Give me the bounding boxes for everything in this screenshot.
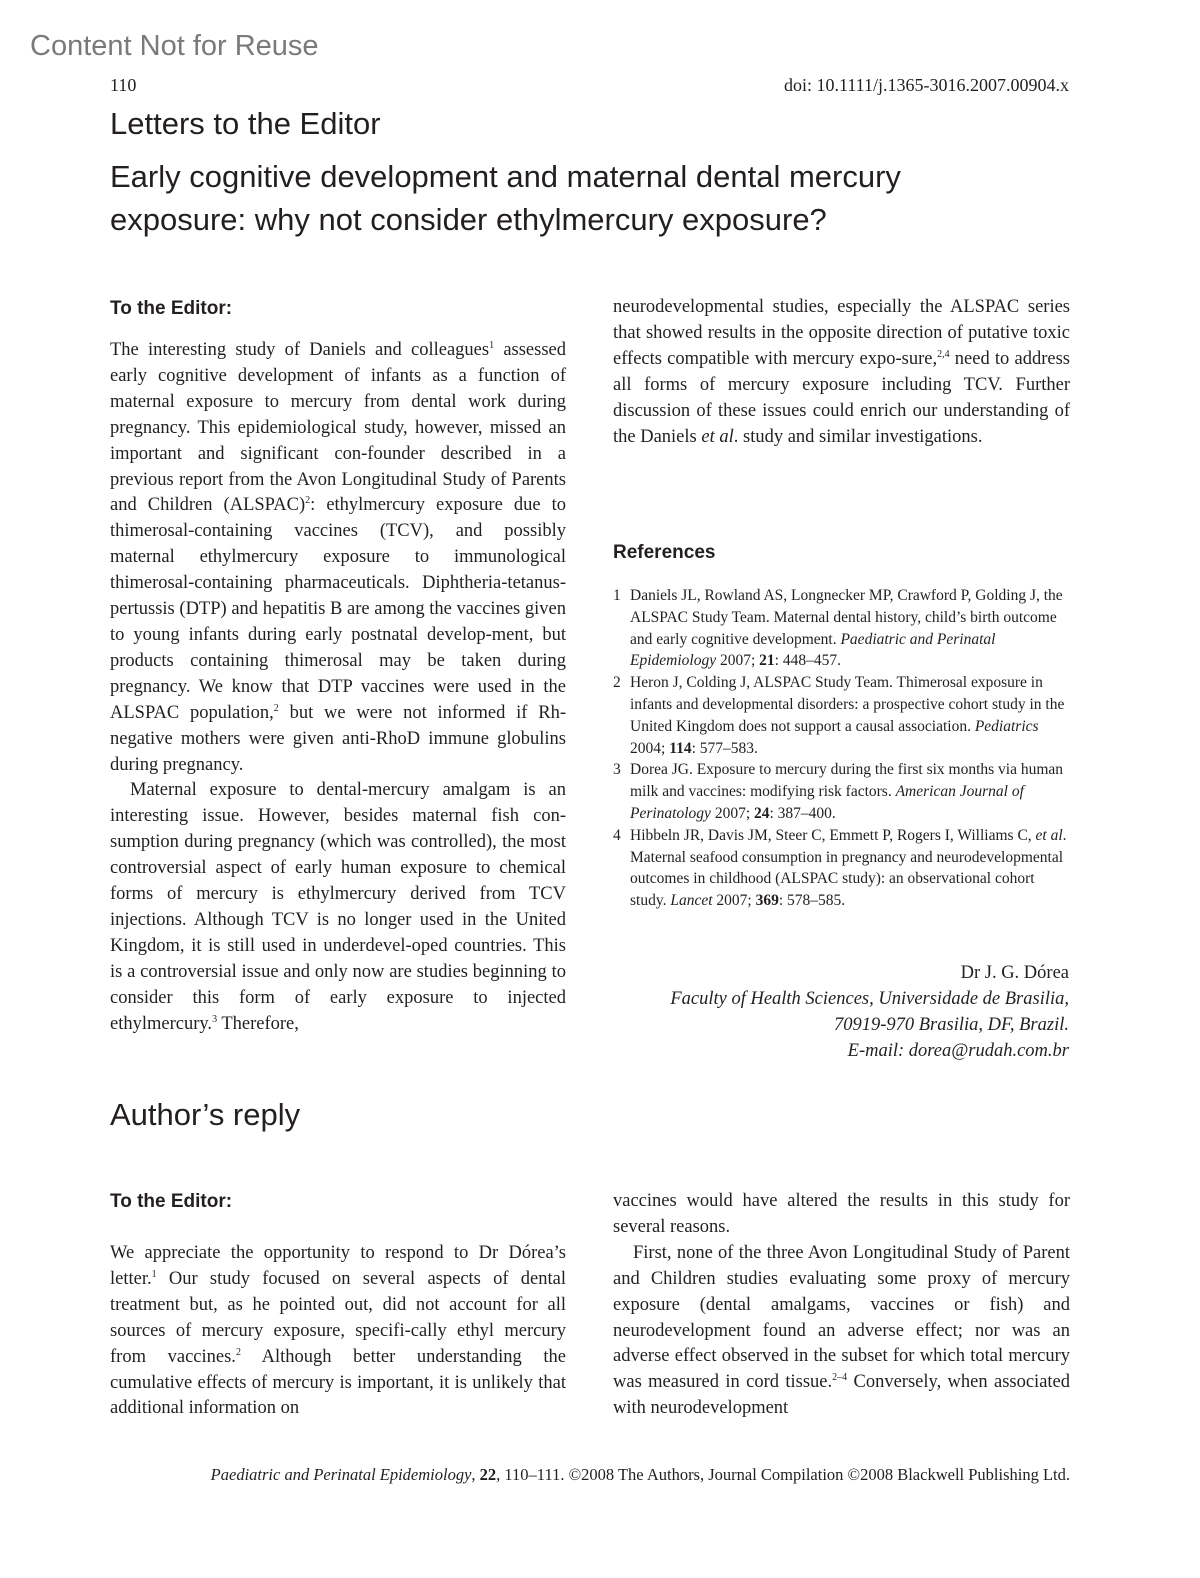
reply-paragraph-1: We appreciate the opportunity to respond to Dr Dórea’s letter.$^1$ Our study focused on several aspects of dental treatment but, as he pointed out, did not account for all sources of mercury exposure, specifi-cally ethyl mercury from vaccines.$^2$ Although better understanding the cumulative effects of mercury is important, it is unlikely that additional information on bbox=[110, 1243, 566, 1419]
page-number: 110 bbox=[110, 75, 137, 95]
letter-salutation: To the Editor: bbox=[110, 298, 233, 319]
letter-paragraph-continued: neurodevelopmental studies, especially the ALSPAC series that showed results in the opposite direction of putative toxic effects compatible with mercury expo-sure,$^{2,4}$ need to address all forms of mercury exposure including TCV. Further discussion of these issues could enrich our understanding of the Daniels et al. study and similar investigations. bbox=[613, 297, 1070, 447]
article-title-line-1: Early cognitive development and maternal dental mercury bbox=[110, 159, 901, 194]
section-title-reply: Author’s reply bbox=[110, 1097, 301, 1132]
references-heading: References bbox=[613, 542, 716, 563]
signature-affiliation-1: Faculty of Health Sciences, Universidade de Brasilia, bbox=[670, 988, 1069, 1009]
letter-paragraph-2: Maternal exposure to dental-mercury amalgam is an interesting issue. However, besides maternal fish con-sumption during pregnancy (which was controlled), the most controversial aspect of early human exposure to chemical forms of mercury is ethylmercury derived from TCV injections. Although TCV is no longer used in the United Kingdom, it is still used in underdevel-oped countries. This is a controversial issue and only now are studies beginning to consider this form of early exposure to injected ethylmercury.$^3$ Therefore, bbox=[110, 780, 566, 1034]
reply-paragraph-continued: vaccines would have altered the results in this study for several reasons. bbox=[613, 1191, 1070, 1237]
reply-left-column bbox=[110, 1241, 566, 1422]
references-list bbox=[613, 585, 1070, 912]
letter-left-column bbox=[110, 338, 566, 1037]
section-title-letters: Letters to the Editor bbox=[110, 106, 381, 141]
reference-item: 3 Dorea JG. Exposure to mercury during the first six months via human milk and vaccines: modifying risk factors. American Journal of Perinatology 2007; 24: 387–400. bbox=[613, 761, 1064, 822]
page-footer: Paediatric and Perinatal Epidemiology, 22, 110–111. ©2008 The Authors, Journal Compilation ©2008 Blackwell Publishing Ltd. bbox=[210, 1465, 1070, 1484]
article-title bbox=[110, 155, 1010, 241]
reference-item: 2 Heron J, Colding J, ALSPAC Study Team. Thimerosal exposure in infants and developmental disorders: a prospective cohort study in the United Kingdom does not support a causal association. Pediatrics 2004; 114: 577–583. bbox=[613, 674, 1065, 757]
reply-right-column bbox=[613, 1189, 1070, 1422]
signature-affiliation-2: 70919-970 Brasilia, DF, Brazil. bbox=[833, 1014, 1069, 1035]
reference-item: 1 Daniels JL, Rowland AS, Longnecker MP, Crawford P, Golding J, the ALSPAC Study Team. Maternal dental history, child’s birth outcome and early cognitive development. Paediatric and Perinatal Epidemiology 2007; 21: 448–457. bbox=[613, 587, 1063, 670]
letter-right-column bbox=[613, 295, 1070, 450]
article-title-line-2: exposure: why not consider ethylmercury exposure? bbox=[110, 202, 827, 237]
letter-paragraph-1: The interesting study of Daniels and colleagues$^1$ assessed early cognitive development of infants as a function of maternal exposure to mercury from dental work during pregnancy. This epidemiological study, however, missed an important and significant con-founder described in a previous report from the Avon Longitudinal Study of Parents and Children (ALSPAC)$^2$: ethylmercury exposure due to thimerosal-containing vaccines (TCV), and possibly maternal ethylmercury exposure to immunological thimerosal-containing pharmaceuticals. Diphtheria-tetanus-pertussis (DTP) and hepatitis B are among the vaccines given to young infants during early postnatal develop-ment, but products containing thimerosal may be taken during pregnancy. We know that DTP vaccines were used in the ALSPAC population,$^2$ but we were not informed if Rh-negative mothers were given anti-RhoD immune globulins during pregnancy. bbox=[110, 339, 566, 775]
watermark: Content Not for Reuse bbox=[30, 30, 319, 62]
reply-paragraph-2: First, none of the three Avon Longitudinal Study of Parent and Children studies evaluating some proxy of mercury exposure (dental amalgams, vaccines or fish) and neurodevelopment found an adverse effect; nor was an adverse effect observed in the subset for which total mercury was measured in cord tissue.$^{2-4}$ Conversely, when associated with neurodevelopment bbox=[613, 1242, 1071, 1419]
signature-email[interactable]: E-mail: dorea@rudah.com.br bbox=[847, 1040, 1069, 1061]
doi[interactable]: doi: 10.1111/j.1365-3016.2007.00904.x bbox=[784, 75, 1069, 95]
letter-signature bbox=[670, 961, 1069, 1065]
reference-item: 4 Hibbeln JR, Davis JM, Steer C, Emmett P, Rogers I, Williams C, et al. Maternal seafood consumption in pregnancy and neurodevelopmental outcomes in childhood (ALSPAC study): an observational cohort study. Lancet 2007; 369: 578–585. bbox=[613, 826, 1067, 910]
signature-name: Dr J. G. Dórea bbox=[960, 963, 1069, 983]
reply-salutation: To the Editor: bbox=[110, 1191, 233, 1212]
